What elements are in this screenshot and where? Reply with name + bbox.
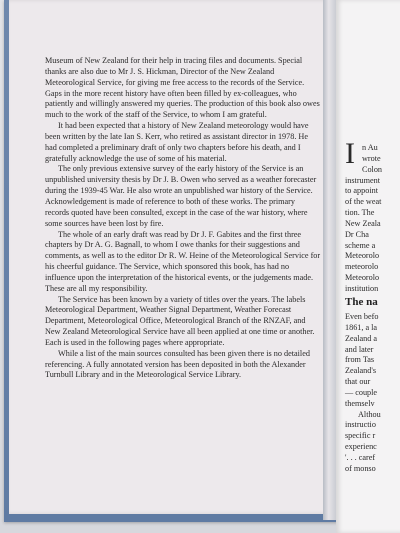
right-line: that our [345,377,371,387]
drop-cap: I [345,137,355,170]
right-line: to appoint [345,186,378,196]
left-page-text [45,56,321,381]
paragraph-3: The only previous extensive survey of the early history of the Service is an unpublished university thesis by Dr J. B. Owen who served as a weather forecaster during the 1939-45 War. He also wrote an unpublished war history of the Service. Acknowledgement is made of reference to both of these works. The primary records quoted have been consulted, except in the case of the war history, where some sources have been lost by fire. [45,164,317,228]
right-line: '. . . caref [345,452,376,462]
paragraph-1: Museum of New Zealand for their help in tracing files and documents. Special thanks are also due to Mr J. S. Hickman, Director of the New Zealand Meteorological Service, for giving me free access to the records of the Service. Gaps in the more recent history have often been filled by ex-colleagues, who patiently and willingly answered my queries. The production of this book also owes much to the work of the staff of the Service, to whom I am grateful. [45,56,320,120]
paragraph-4: The whole of an early draft was read by Dr J. F. Gabites and the first three chapters by Dr A. G. Bagnall, to whom I owe thanks for their suggestions and comments, as well as to the editor Dr R. W. Heine of the Meteorological Service for his cheerful guidance. The Service, which sponsored this book, has had no influence upon the interpretation of the historical events, or the judgements made. These are all my responsibility. [45,229,321,293]
paragraph-2: It had been expected that a history of New Zealand meteorology would have been written by the late Ian S. Kerr, who retired as assistant director in 1978. He had completed a preliminary draft of only two chapters before his death, and I gratefully acknowledge the use of some of his material. [45,121,309,163]
right-line: instructio [345,420,376,430]
paragraph-6: While a list of the main sources consulted has been given there is no detailed referencing. A fully annotated version has been deposited in both the Alexander Turnbull Library and in the Meteorological Service Library. [45,348,310,380]
right-line: New Zeala [345,218,381,228]
right-line: from Tas [345,355,375,365]
right-line: wrote [362,153,381,163]
right-line: of the weat [345,197,382,207]
right-page [336,0,400,533]
right-line: Dr Cha [345,229,369,239]
book-gutter [323,0,337,520]
right-page-block-1 [345,143,400,295]
right-line: Zealand a [345,333,378,343]
right-line: Zealand's [345,366,377,376]
right-page-block-2 [345,312,400,475]
right-line: Meteorolo [345,273,380,283]
section-heading: The na [345,296,378,308]
right-line: meteorolo [345,262,379,272]
right-line: Colon [362,164,383,174]
right-line: 1861, a la [345,322,378,332]
right-line: experienc [345,442,377,452]
right-line: scheme a [345,240,376,250]
right-line: Even befo [345,312,379,321]
right-line: tion. The [345,208,375,218]
right-line: Meteorolo [345,251,380,261]
paragraph-5: The Service has been known by a variety of titles over the years. The labels Meteorological Department, Weather Signal Department, Weather Forecast Department, Meteorological Office, Meteorological Branch of the RNZAF, and New Zealand Meteorological Service have all been applied at one time or another. Each is used in the following pages where appropriate. [45,294,315,347]
right-line: — couple [345,387,378,397]
right-line: instrument [345,175,381,185]
right-line: themselv [345,398,375,408]
right-line: of monso [345,463,376,473]
right-line: specific r [345,431,376,441]
right-line: institution [345,283,379,293]
right-line: and later [345,344,374,354]
right-line: n Au [362,143,378,152]
right-line: Althou [358,409,381,419]
